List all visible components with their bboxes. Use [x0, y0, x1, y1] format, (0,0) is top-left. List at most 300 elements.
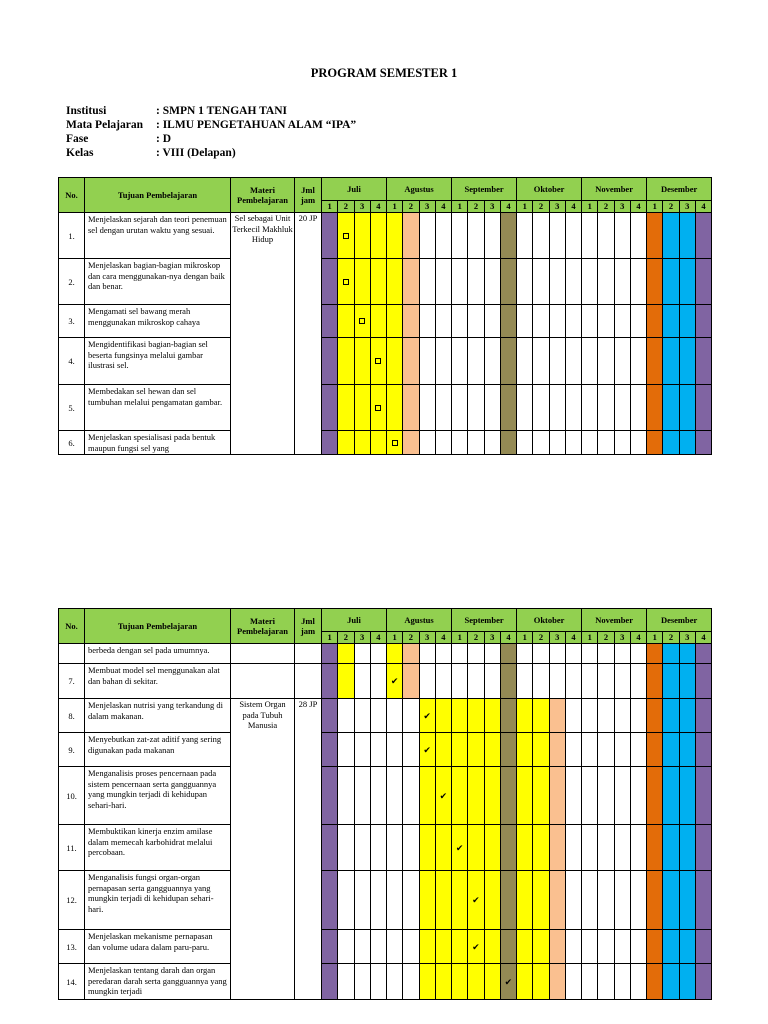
week-cell: [565, 664, 581, 699]
row-number: 2.: [59, 259, 85, 305]
week-cell: [387, 259, 403, 305]
week-cell: [679, 930, 695, 964]
week-cell: [484, 699, 500, 733]
week-header: 4: [435, 201, 451, 213]
week-cell: [338, 213, 354, 259]
week-header: 1: [517, 201, 533, 213]
week-cell: [403, 259, 419, 305]
week-cell: [679, 213, 695, 259]
week-header: 4: [500, 632, 516, 644]
week-cell: [322, 930, 338, 964]
week-cell: [419, 664, 435, 699]
week-cell: [500, 431, 516, 455]
table-row: [59, 699, 712, 733]
week-cell: [614, 871, 630, 930]
week-cell: [500, 259, 516, 305]
checkbox-mark: [343, 279, 349, 285]
row-number: 11.: [59, 825, 85, 871]
week-cell: [630, 385, 646, 431]
week-cell: [565, 431, 581, 455]
week-cell: [598, 644, 614, 664]
week-cell: [630, 259, 646, 305]
week-cell: [565, 930, 581, 964]
week-cell: [370, 259, 386, 305]
week-cell: [647, 305, 663, 338]
week-cell: [354, 871, 370, 930]
week-cell: [614, 964, 630, 1000]
week-cell: [695, 664, 711, 699]
week-cell: [403, 699, 419, 733]
week-cell: [647, 385, 663, 431]
week-cell: [679, 733, 695, 767]
week-cell: [419, 930, 435, 964]
week-cell: [679, 385, 695, 431]
week-cell: [338, 644, 354, 664]
table-row: [59, 385, 712, 431]
week-header: 4: [435, 632, 451, 644]
week-cell: [565, 767, 581, 825]
jml-cell: [295, 664, 322, 699]
week-cell: [387, 431, 403, 455]
week-cell: [419, 259, 435, 305]
info-row-kelas: Kelas : VIII (Delapan): [66, 147, 236, 159]
week-cell: [647, 699, 663, 733]
week-cell: [322, 964, 338, 1000]
week-cell: [630, 699, 646, 733]
week-cell: [452, 305, 468, 338]
week-cell: [614, 213, 630, 259]
week-cell: [500, 767, 516, 825]
week-cell: [565, 644, 581, 664]
week-cell: [322, 431, 338, 455]
week-cell: [647, 213, 663, 259]
week-cell: [500, 733, 516, 767]
week-cell: [484, 305, 500, 338]
week-cell: [435, 699, 451, 733]
week-cell: [370, 431, 386, 455]
week-cell: [533, 213, 549, 259]
week-cell: [517, 664, 533, 699]
week-cell: [679, 767, 695, 825]
week-cell: [647, 825, 663, 871]
week-cell: [598, 930, 614, 964]
week-cell: [679, 964, 695, 1000]
week-cell: [484, 825, 500, 871]
week-cell: [387, 305, 403, 338]
program-info: [66, 104, 356, 160]
week-cell: [403, 305, 419, 338]
week-cell: [695, 964, 711, 1000]
week-cell: [322, 305, 338, 338]
week-cell: [500, 664, 516, 699]
week-cell: [435, 733, 451, 767]
week-header: 4: [695, 632, 711, 644]
week-cell: [663, 644, 679, 664]
week-cell: [679, 338, 695, 385]
week-cell: [387, 930, 403, 964]
week-cell: [630, 964, 646, 1000]
week-cell: [403, 213, 419, 259]
row-number: 7.: [59, 664, 85, 699]
week-cell: [630, 767, 646, 825]
week-cell: [500, 385, 516, 431]
week-cell: [614, 664, 630, 699]
info-row-fase: Fase : D: [66, 133, 172, 145]
week-header: 4: [630, 632, 646, 644]
objective-text: Menganalisis fungsi organ-organ pernapasan serta gangguannya yang mungkin terjadi di kehidupan sehari-hari.: [85, 871, 231, 930]
week-cell: [452, 699, 468, 733]
week-cell: [565, 305, 581, 338]
week-cell: [517, 825, 533, 871]
week-header: 3: [484, 201, 500, 213]
week-cell: [370, 385, 386, 431]
week-cell: [517, 964, 533, 1000]
week-cell: [533, 664, 549, 699]
week-cell: [598, 825, 614, 871]
week-cell: [517, 305, 533, 338]
week-cell: [322, 733, 338, 767]
week-header: 1: [582, 201, 598, 213]
week-cell: [549, 305, 565, 338]
month-header: Desember: [647, 609, 712, 632]
week-cell: [679, 664, 695, 699]
materi-cell: Sistem Organ pada Tubuh Manusia: [231, 699, 295, 1000]
week-cell: [354, 733, 370, 767]
week-cell: [468, 338, 484, 385]
week-cell: [582, 871, 598, 930]
objective-text: Membuktikan kinerja enzim amilase dalam memecah karbohidrat melalui percobaan.: [85, 825, 231, 871]
month-header: November: [582, 178, 647, 201]
week-cell: [533, 964, 549, 1000]
week-cell: [533, 644, 549, 664]
week-cell: [598, 431, 614, 455]
week-cell: [435, 431, 451, 455]
week-cell: [582, 964, 598, 1000]
week-cell: [338, 259, 354, 305]
week-cell: [500, 964, 516, 1000]
week-cell: [370, 644, 386, 664]
week-cell: [598, 664, 614, 699]
week-cell: [322, 385, 338, 431]
week-cell: [452, 825, 468, 871]
week-cell: [647, 964, 663, 1000]
week-cell: [614, 733, 630, 767]
week-header: 3: [679, 201, 695, 213]
week-cell: [338, 964, 354, 1000]
week-cell: [452, 338, 468, 385]
week-cell: [403, 930, 419, 964]
week-cell: [533, 385, 549, 431]
week-cell: [452, 644, 468, 664]
week-cell: [598, 385, 614, 431]
week-cell: [370, 733, 386, 767]
week-cell: [387, 871, 403, 930]
week-cell: [322, 767, 338, 825]
week-cell: [484, 431, 500, 455]
month-header: Oktober: [517, 178, 582, 201]
week-cell: [630, 644, 646, 664]
week-cell: [354, 385, 370, 431]
week-cell: [614, 699, 630, 733]
week-cell: [695, 825, 711, 871]
week-cell: [614, 385, 630, 431]
week-cell: [565, 964, 581, 1000]
week-cell: [630, 431, 646, 455]
week-cell: [630, 825, 646, 871]
week-cell: [435, 930, 451, 964]
col-header-tujuan: Tujuan Pembelajaran: [85, 178, 231, 213]
week-cell: [533, 930, 549, 964]
week-cell: [679, 259, 695, 305]
week-cell: [419, 964, 435, 1000]
week-cell: [647, 767, 663, 825]
month-header: Juli: [322, 609, 387, 632]
week-cell: [435, 825, 451, 871]
week-cell: [370, 305, 386, 338]
objective-text: berbeda dengan sel pada umumnya.: [85, 644, 231, 664]
week-cell: [533, 871, 549, 930]
checkbox-mark: [359, 318, 365, 324]
week-header: 1: [647, 201, 663, 213]
week-header: 4: [370, 201, 386, 213]
week-cell: [614, 825, 630, 871]
table-row: [59, 964, 712, 1000]
month-header: September: [452, 609, 517, 632]
week-cell: [679, 305, 695, 338]
week-header: 1: [322, 632, 338, 644]
week-cell: [419, 767, 435, 825]
week-cell: [322, 259, 338, 305]
week-cell: [484, 964, 500, 1000]
week-cell: [338, 385, 354, 431]
week-cell: [403, 431, 419, 455]
week-cell: [387, 699, 403, 733]
week-cell: [452, 767, 468, 825]
row-number: 8.: [59, 699, 85, 733]
week-header: 2: [403, 201, 419, 213]
week-cell: [387, 664, 403, 699]
week-cell: [663, 385, 679, 431]
week-cell: [598, 338, 614, 385]
week-cell: [630, 338, 646, 385]
week-cell: [695, 259, 711, 305]
week-cell: [549, 213, 565, 259]
week-cell: [338, 871, 354, 930]
week-cell: [647, 259, 663, 305]
week-cell: [370, 930, 386, 964]
week-header: 2: [663, 632, 679, 644]
week-cell: [452, 385, 468, 431]
week-cell: [419, 431, 435, 455]
week-header: 4: [630, 201, 646, 213]
week-cell: [663, 871, 679, 930]
week-cell: [354, 825, 370, 871]
week-header: 4: [565, 201, 581, 213]
week-cell: [533, 431, 549, 455]
week-cell: [614, 305, 630, 338]
week-cell: [533, 338, 549, 385]
jml-cell: 28 JP: [295, 699, 322, 1000]
week-header: 4: [370, 632, 386, 644]
week-cell: [370, 699, 386, 733]
week-header: 1: [452, 201, 468, 213]
week-cell: [387, 644, 403, 664]
week-cell: [435, 664, 451, 699]
week-cell: [370, 213, 386, 259]
week-cell: [322, 644, 338, 664]
week-cell: [549, 825, 565, 871]
table-row: [59, 644, 712, 664]
week-cell: [533, 767, 549, 825]
objective-text: Mengamati sel bawang merah menggunakan mikroskop cahaya: [85, 305, 231, 338]
row-number: 6.: [59, 431, 85, 455]
week-header: 1: [582, 632, 598, 644]
week-cell: [582, 733, 598, 767]
week-cell: [582, 767, 598, 825]
week-cell: [419, 305, 435, 338]
week-header: 3: [354, 632, 370, 644]
week-cell: [452, 930, 468, 964]
week-cell: [387, 825, 403, 871]
week-cell: [582, 930, 598, 964]
week-header: 2: [338, 632, 354, 644]
table-row: [59, 767, 712, 825]
week-cell: [517, 338, 533, 385]
week-cell: [435, 767, 451, 825]
objective-text: Menyebutkan zat-zat aditif yang sering digunakan pada makanan: [85, 733, 231, 767]
objective-text: Membuat model sel menggunakan alat dan bahan di sekitar.: [85, 664, 231, 699]
week-cell: [403, 664, 419, 699]
week-header: 3: [419, 201, 435, 213]
week-cell: [517, 644, 533, 664]
week-header: 3: [419, 632, 435, 644]
week-cell: [549, 699, 565, 733]
week-cell: [517, 733, 533, 767]
week-cell: [565, 259, 581, 305]
week-cell: [354, 213, 370, 259]
week-cell: [647, 930, 663, 964]
week-cell: [630, 871, 646, 930]
week-cell: [435, 305, 451, 338]
week-cell: [549, 338, 565, 385]
week-cell: [533, 699, 549, 733]
week-cell: [565, 825, 581, 871]
checkbox-mark: [375, 358, 381, 364]
week-cell: [663, 664, 679, 699]
col-header-jml: Jml jam: [295, 178, 322, 213]
table-row: [59, 305, 712, 338]
week-header: 1: [387, 632, 403, 644]
week-cell: [630, 213, 646, 259]
month-header: Oktober: [517, 609, 582, 632]
week-cell: [484, 871, 500, 930]
week-cell: [582, 644, 598, 664]
week-cell: [370, 767, 386, 825]
week-cell: [403, 871, 419, 930]
week-cell: [370, 871, 386, 930]
checkbox-mark: [375, 405, 381, 411]
week-cell: [338, 305, 354, 338]
week-cell: [695, 733, 711, 767]
week-cell: [500, 213, 516, 259]
week-header: 4: [565, 632, 581, 644]
week-cell: [419, 213, 435, 259]
week-cell: [533, 733, 549, 767]
week-cell: [549, 871, 565, 930]
week-cell: [452, 733, 468, 767]
week-cell: [614, 431, 630, 455]
table-row: [59, 664, 712, 699]
week-cell: [695, 385, 711, 431]
week-cell: [695, 930, 711, 964]
week-cell: [484, 338, 500, 385]
week-header: 1: [387, 201, 403, 213]
materi-cell: Sel sebagai Unit Terkecil Makhluk Hidup: [231, 213, 295, 455]
jml-cell: [295, 644, 322, 664]
week-cell: [500, 871, 516, 930]
week-cell: [484, 767, 500, 825]
week-cell: [500, 338, 516, 385]
checkbox-mark: [343, 233, 349, 239]
week-header: 3: [679, 632, 695, 644]
week-cell: [468, 767, 484, 825]
row-number: 13.: [59, 930, 85, 964]
week-cell: [695, 871, 711, 930]
week-cell: [663, 825, 679, 871]
week-header: 2: [663, 201, 679, 213]
week-cell: [338, 733, 354, 767]
week-cell: [500, 305, 516, 338]
week-cell: [517, 213, 533, 259]
week-cell: [679, 431, 695, 455]
week-cell: [630, 664, 646, 699]
week-cell: [387, 767, 403, 825]
week-cell: [647, 664, 663, 699]
week-cell: [452, 213, 468, 259]
week-cell: [452, 964, 468, 1000]
materi-cell: [231, 644, 295, 664]
week-cell: [419, 644, 435, 664]
week-cell: [647, 338, 663, 385]
row-number: 4.: [59, 338, 85, 385]
week-cell: [614, 338, 630, 385]
week-cell: [484, 259, 500, 305]
check-icon: ✔: [423, 744, 431, 755]
week-cell: [387, 385, 403, 431]
page-title: PROGRAM SEMESTER 1: [310, 66, 458, 80]
week-cell: [598, 733, 614, 767]
week-cell: [500, 930, 516, 964]
jml-cell: 20 JP: [295, 213, 322, 455]
week-cell: [468, 733, 484, 767]
week-cell: [468, 259, 484, 305]
week-cell: [549, 930, 565, 964]
week-cell: [614, 644, 630, 664]
week-cell: [338, 338, 354, 385]
week-header: 2: [598, 632, 614, 644]
week-cell: [468, 699, 484, 733]
week-header: 2: [533, 632, 549, 644]
week-cell: [598, 699, 614, 733]
week-cell: [549, 664, 565, 699]
week-header: 2: [468, 201, 484, 213]
week-cell: [484, 644, 500, 664]
week-cell: [354, 930, 370, 964]
week-cell: [419, 733, 435, 767]
week-cell: [565, 385, 581, 431]
week-header: 3: [354, 201, 370, 213]
week-cell: [484, 664, 500, 699]
